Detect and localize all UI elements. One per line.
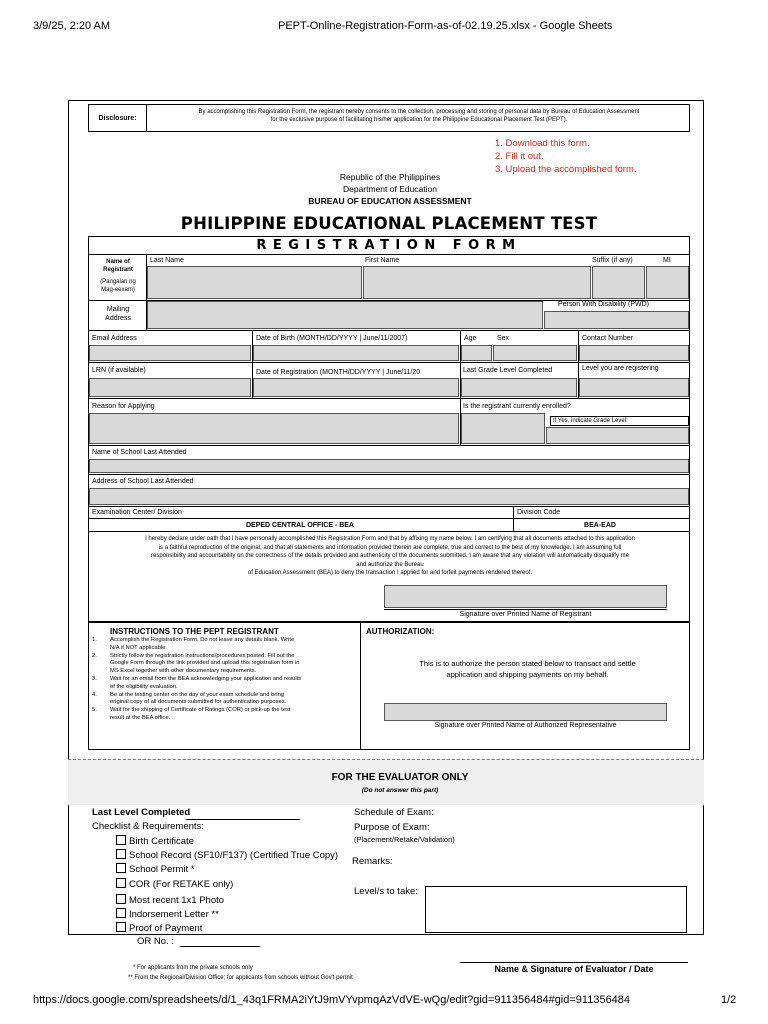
form-divider	[88, 445, 690, 446]
mi-field[interactable]	[646, 266, 689, 299]
checklist-item[interactable]: COR (For RETAKE only)	[116, 878, 233, 890]
contact-label: Contact Number	[582, 335, 633, 342]
dor-field[interactable]	[253, 378, 459, 397]
level-registering-label: Level you are registering	[582, 365, 659, 372]
mailing-address-label: Mailing Address	[105, 306, 131, 322]
sex-field[interactable]	[493, 345, 577, 361]
instructions-title: INSTRUCTIONS TO THE PEPT REGISTRANT	[110, 627, 279, 636]
reason-field[interactable]	[89, 413, 459, 444]
print-url[interactable]: https://docs.google.com/spreadsheets/d/1_43q1FRMA2iYtJ9mVYvpmqAzVdVE-wQg/edit?gid=911356484#gid=911356484	[33, 994, 631, 1006]
remarks-label: Remarks:	[352, 856, 393, 867]
oath-statement: I hereby declare under oath that I have personally accomplished this Registration Form and that by affixing my name below, I am certifying that all documents attached to this application is a faithful reproduction of the original, and that all statements and information provided therein are complete, true and correct to the best of my knowledge. I am assuming full responsibility and accountability on the correctness of the details provided and authenticity of the documents submitted. I am aware that any violation will automatically disqualify me and authorize the Bureau of Education Assessment (BEA) to deny the transaction I applied for and forfeit payments rendered thereof.	[145, 536, 635, 576]
first-name-field[interactable]	[363, 266, 591, 299]
last-name-field[interactable]	[147, 266, 362, 299]
step-download: 1. Download this form.	[495, 138, 590, 149]
section-divider	[360, 622, 361, 750]
age-field[interactable]	[461, 345, 492, 361]
representative-signature-field[interactable]	[384, 703, 667, 721]
dob-label: Date of Birth (MONTH/DD/YYYY | June/11/2007)	[256, 335, 408, 342]
first-name-label: First Name	[365, 257, 400, 264]
print-doc-title: PEPT-Online-Registration-Form-as-of-02.19.25.xlsx - Google Sheets	[278, 20, 613, 32]
checkbox[interactable]	[116, 894, 126, 904]
dor-label: Date of Registration (MONTH/DD/YYYY | June/11/20	[256, 369, 421, 376]
levels-label: Level/s to take:	[354, 886, 418, 897]
authorization-title: AUTHORIZATION:	[366, 627, 435, 636]
lrn-field[interactable]	[89, 378, 251, 397]
disclosure-box	[88, 104, 690, 132]
step-upload: 3. Upload the accomplished form.	[495, 164, 637, 175]
suffix-field[interactable]	[592, 266, 645, 299]
instruction-steps	[495, 137, 637, 176]
sex-label: Sex	[497, 335, 510, 342]
level-registering-field[interactable]	[579, 378, 689, 397]
evaluator-signature-label: Name & Signature of Evaluator / Date	[494, 964, 654, 974]
suffix-label: Suffix (if any)	[592, 257, 633, 264]
name-of-registrant-label: Name of Registrant	[103, 259, 133, 273]
levels-field[interactable]	[425, 886, 687, 933]
enrolled-label: Is the registrant currently enrolled?	[463, 403, 571, 410]
purpose-hint: (Placement/Retake/Validation)	[354, 835, 455, 844]
checklist-item[interactable]: Most recent 1x1 Photo	[116, 894, 224, 906]
page-title: PHILIPPINE EDUCATIONAL PLACEMENT TEST	[180, 214, 598, 233]
list-item: 2. Strictly follow the registration instructions/procedures posted. Fill out the Google Form through the link provided and upload this registration form in MS Excel together with other documentary requirements.	[92, 652, 300, 675]
print-page-number: 1/2	[721, 994, 737, 1006]
checklist-item[interactable]: School Permit *	[116, 863, 194, 875]
name-hint-label: (Pangalan ng Mag-eexam)	[100, 279, 136, 293]
evaluator-signature-line	[460, 962, 688, 963]
registrant-signature-label: Signature over Printed Name of Registrant	[459, 611, 592, 618]
purpose-label: Purpose of Exam:	[354, 822, 430, 833]
contact-field[interactable]	[579, 345, 689, 361]
disclosure-line: for the exclusive purpose of facilitating his/her application for the Philippine Educational Placement Test (PEPT).	[270, 117, 568, 123]
last-level-line	[186, 819, 300, 820]
authorization-text: This is to authorize the person stated below to transact and settle application and shipping payments on my behalf.	[419, 659, 636, 679]
age-label: Age	[464, 335, 477, 342]
disclosure-line: By accomplishing this Registration Form, the registrant hereby consents to the collection, processing and storing of personal data by Bureau of Education Assessment	[198, 109, 640, 115]
form-divider	[88, 518, 690, 519]
registrant-signature-field[interactable]	[384, 585, 667, 608]
evaluator-subtitle: (Do not answer this part)	[361, 787, 439, 794]
email-label: Email Address	[92, 335, 137, 342]
footnote-private: * For applicants from the private schools only	[133, 965, 253, 971]
school-name-field[interactable]	[89, 459, 689, 473]
checklist-item[interactable]: Birth Certificate	[116, 835, 194, 847]
instructions-list	[92, 637, 354, 723]
grade-level-field[interactable]	[546, 427, 689, 444]
form-divider	[513, 506, 514, 531]
last-level-label: Last Level Completed	[92, 807, 191, 818]
last-name-label: Last Name	[150, 257, 184, 264]
checkbox[interactable]	[116, 835, 126, 845]
or-number-line	[180, 946, 260, 947]
exam-center-label: Examination Center/ Division	[92, 509, 182, 516]
division-code-label: Division Code	[517, 509, 561, 516]
print-datetime: 3/9/25, 2:20 AM	[33, 20, 111, 32]
last-grade-field[interactable]	[461, 378, 577, 397]
school-name-label: Name of School Last Attended	[92, 449, 187, 456]
mailing-address-field[interactable]	[147, 301, 543, 329]
agency-line-2: Department of Education	[342, 184, 438, 194]
list-item: 5. Wait for the shipping of Certificate of Ratings (COR) or pick-up the test result at the BEA office.	[92, 707, 291, 721]
form-divider	[88, 254, 690, 255]
dob-field[interactable]	[253, 345, 459, 361]
form-divider	[88, 531, 690, 532]
form-divider	[88, 474, 690, 475]
reason-label: Reason for Applying	[92, 403, 155, 410]
pwd-field[interactable]	[544, 311, 689, 329]
agency-line-1: Republic of the Philippines	[339, 172, 441, 182]
step-fill: 2. Fill it out.	[495, 151, 544, 162]
checklist-item[interactable]: Proof of Payment	[116, 922, 202, 934]
footnote-regional: ** From the Regional/Division Office; for applicants from schools without Gov't permit	[128, 975, 353, 981]
pwd-label: Person With Disability (PWD)	[558, 301, 650, 308]
checkbox[interactable]	[116, 922, 126, 932]
checklist-item[interactable]: Indorsement Letter **	[116, 908, 219, 920]
representative-signature-label: Signature over Printed Name of Authorized Representative	[434, 722, 617, 729]
checkbox[interactable]	[116, 908, 126, 918]
lrn-label: LRN (if available)	[92, 367, 146, 374]
evaluator-title: FOR THE EVALUATOR ONLY	[331, 772, 469, 783]
checkbox[interactable]	[116, 849, 126, 859]
list-item: 4. Be at the testing center on the day of your exam schedule and bring original copy of all documents submitted for authentication purposes.	[92, 691, 287, 706]
disclosure-text	[151, 108, 687, 124]
checklist-label: Checklist & Requirements:	[92, 821, 204, 832]
email-field[interactable]	[89, 345, 251, 361]
agency-line-3: BUREAU OF EDUCATION ASSESSMENT	[308, 196, 472, 206]
form-divider	[88, 506, 690, 507]
schedule-label: Schedule of Exam:	[354, 807, 434, 818]
list-item: 3. Wait for an email from the BEA acknowledging your application and results of the eligibility evaluation.	[92, 675, 302, 690]
form-divider	[88, 330, 690, 331]
checklist-item[interactable]: School Record (SF10/F137) (Certified True Copy)	[116, 849, 338, 861]
form-divider	[88, 362, 690, 363]
checkbox[interactable]	[116, 863, 126, 873]
or-number-label: OR No. :	[137, 936, 174, 947]
enrolled-field[interactable]	[461, 413, 545, 444]
division-code-value: BEA-EAD	[584, 522, 616, 529]
last-grade-label: Last Grade Level Completed	[463, 367, 553, 374]
form-divider	[88, 398, 690, 399]
school-address-label: Address of School Last Attended	[92, 478, 194, 485]
mi-label: MI	[663, 257, 671, 264]
list-item: 1. Accomplish the Registration Form. Do not leave any details blank. Write N/A if NOT applicable.	[92, 637, 295, 651]
if-yes-label: If Yes, indicate Grade Level:	[550, 416, 689, 426]
checkbox[interactable]	[116, 878, 126, 888]
exam-center-value: DEPED CENTRAL OFFICE - BEA	[246, 522, 354, 529]
disclosure-label: Disclosure:	[89, 105, 147, 131]
school-address-field[interactable]	[89, 488, 689, 505]
form-subtitle: REGISTRATION FORM	[256, 238, 522, 253]
